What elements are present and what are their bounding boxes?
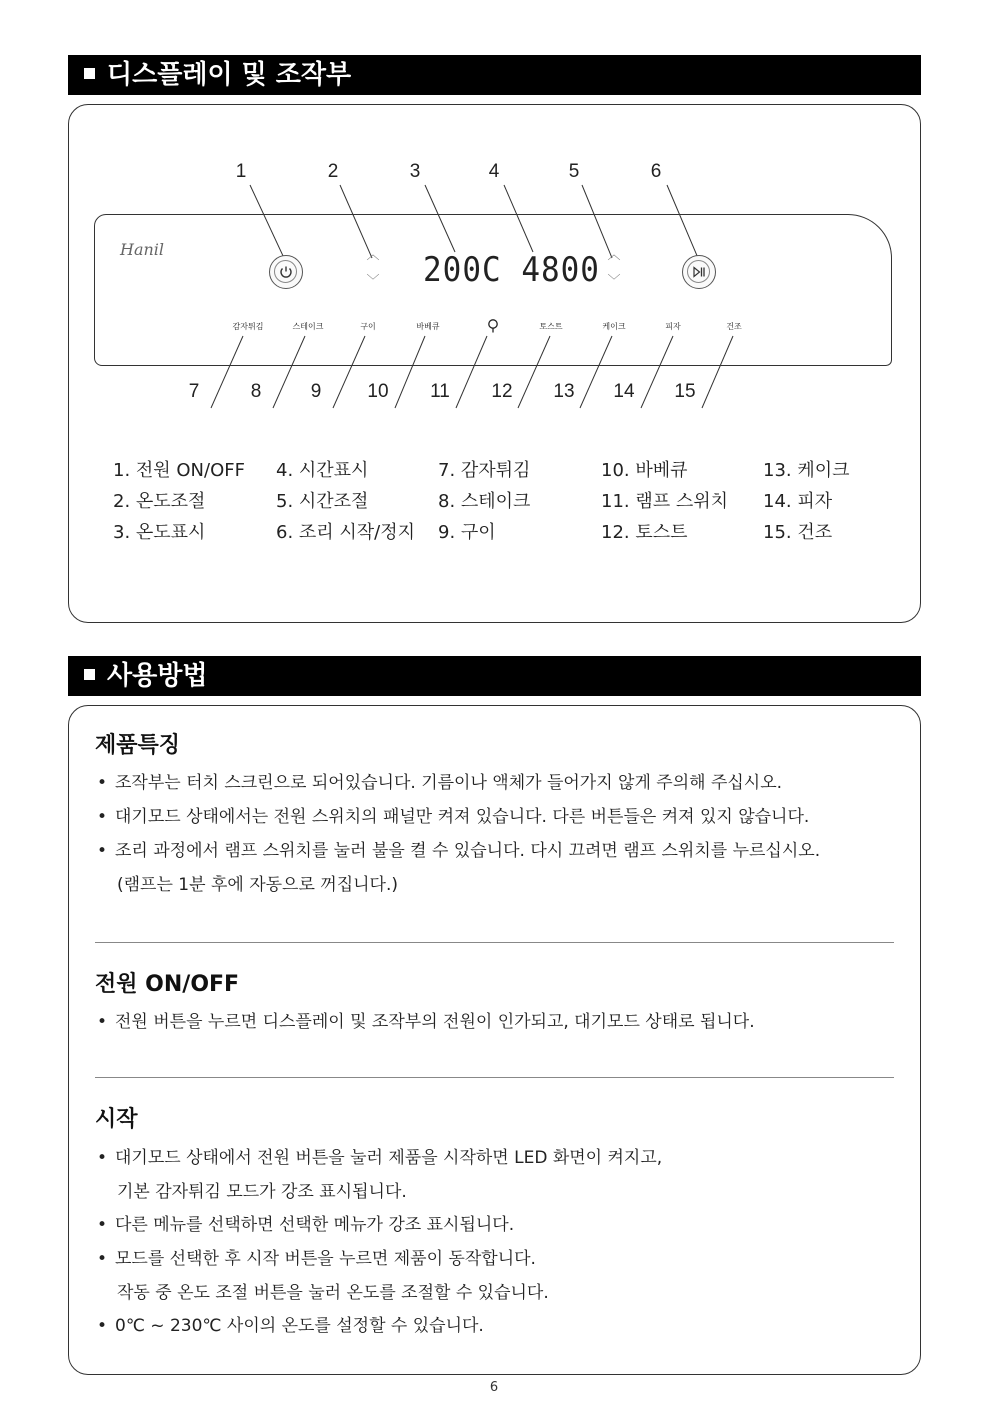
start-stop-button[interactable] xyxy=(682,255,716,289)
callout-number: 6 xyxy=(650,161,662,182)
legend-item: 10. 바베큐 xyxy=(601,460,688,481)
mode-steak[interactable]: 스테이크 xyxy=(292,322,324,331)
mode-toast[interactable]: 토스트 xyxy=(539,322,563,331)
lightbulb-icon[interactable] xyxy=(486,318,500,334)
legend-item: 14. 피자 xyxy=(763,491,833,512)
divider xyxy=(95,1077,894,1078)
subheading-power: 전원 ON/OFF xyxy=(95,972,240,997)
callout-number: 9 xyxy=(310,381,322,402)
power-button[interactable] xyxy=(269,255,303,289)
bullet-item: • 대기모드 상태에서 전원 버튼을 눌러 제품을 시작하면 LED 화면이 켜지고, xyxy=(97,1148,663,1168)
subheading-features: 제품특징 xyxy=(95,733,181,758)
callout-number: 14 xyxy=(613,381,635,402)
chevron-down-icon[interactable]: ﹀ xyxy=(607,274,621,289)
mode-cake[interactable]: 케이크 xyxy=(602,322,626,331)
mode-dry[interactable]: 건조 xyxy=(726,322,742,331)
callout-number: 5 xyxy=(568,161,580,182)
legend-item: 15. 건조 xyxy=(763,522,833,543)
square-bullet-icon xyxy=(84,669,95,680)
callout-number: 4 xyxy=(488,161,500,182)
divider xyxy=(95,942,894,943)
callout-number: 13 xyxy=(553,381,575,402)
legend-item: 4. 시간표시 xyxy=(276,460,369,481)
led-display-readout: 200C 4800 xyxy=(423,250,600,290)
section-header-usage xyxy=(68,656,921,696)
section-title: 디스플레이 및 조작부 xyxy=(107,60,352,90)
chevron-down-icon[interactable]: ﹀ xyxy=(366,274,380,289)
control-panel xyxy=(94,214,892,366)
legend-column xyxy=(438,455,530,548)
bullet-continuation: 작동 중 온도 조절 버튼을 눌러 온도를 조절할 수 있습니다. xyxy=(117,1283,549,1303)
brand-logo: Hanil xyxy=(120,240,165,259)
legend-column xyxy=(601,455,728,548)
bullet-item: • 0℃ ~ 230℃ 사이의 온도를 설정할 수 있습니다. xyxy=(97,1316,484,1336)
legend-item: 7. 감자튀김 xyxy=(438,460,531,481)
legend-column xyxy=(113,455,245,548)
legend-item: 3. 온도표시 xyxy=(113,522,206,543)
legend-item: 6. 조리 시작/정지 xyxy=(276,522,416,543)
mode-bbq[interactable]: 바베큐 xyxy=(416,322,440,331)
legend-item: 1. 전원 ON/OFF xyxy=(113,460,245,481)
callout-number: 3 xyxy=(409,161,421,182)
callout-number: 1 xyxy=(235,161,247,182)
chevron-up-icon[interactable]: ︿ xyxy=(366,248,380,263)
legend-item: 11. 램프 스위치 xyxy=(601,491,729,512)
bullet-note: (램프는 1분 후에 자동으로 꺼집니다.) xyxy=(117,875,399,895)
bullet-item: • 조작부는 터치 스크린으로 되어있습니다. 기름이나 액체가 들어가지 않게 주의해 주십시오. xyxy=(97,773,783,793)
bullet-item: • 모드를 선택한 후 시작 버튼을 누르면 제품이 동작합니다. xyxy=(97,1249,536,1269)
legend-column xyxy=(763,455,850,548)
legend-item: 8. 스테이크 xyxy=(438,491,531,512)
legend-item: 5. 시간조절 xyxy=(276,491,369,512)
mode-pizza[interactable]: 피자 xyxy=(665,322,681,331)
legend-item: 13. 케이크 xyxy=(763,460,850,481)
callout-number: 11 xyxy=(430,381,450,402)
bullet-item: • 전원 버튼을 누르면 디스플레이 및 조작부의 전원이 인가되고, 대기모드 상태로 됩니다. xyxy=(97,1012,755,1032)
callout-number: 10 xyxy=(367,381,389,402)
legend-item: 2. 온도조절 xyxy=(113,491,206,512)
page-number: 6 xyxy=(489,1380,499,1395)
chevron-up-icon[interactable]: ︿ xyxy=(607,248,621,263)
callout-number: 2 xyxy=(327,161,339,182)
legend-item: 9. 구이 xyxy=(438,522,496,543)
mode-grill[interactable]: 구이 xyxy=(360,322,376,331)
power-icon xyxy=(270,256,302,288)
legend-column xyxy=(276,455,415,548)
subheading-start: 시작 xyxy=(95,1107,138,1132)
bullet-continuation: 기본 감자튀김 모드가 강조 표시됩니다. xyxy=(117,1182,407,1202)
bullet-item: • 조리 과정에서 램프 스위치를 눌러 불을 켤 수 있습니다. 다시 끄려면 램프 스위치를 누르십시오. xyxy=(97,841,821,861)
legend-item: 12. 토스트 xyxy=(601,522,688,543)
callout-number: 12 xyxy=(491,381,513,402)
callout-number: 15 xyxy=(674,381,696,402)
callout-number: 8 xyxy=(250,381,262,402)
bullet-item: • 대기모드 상태에서는 전원 스위치의 패널만 켜져 있습니다. 다른 버튼들은 켜져 있지 않습니다. xyxy=(97,807,810,827)
section-title: 사용방법 xyxy=(107,661,208,691)
play-pause-icon xyxy=(683,256,715,288)
mode-fries[interactable]: 감자튀김 xyxy=(232,322,264,331)
bullet-item: • 다른 메뉴를 선택하면 선택한 메뉴가 강조 표시됩니다. xyxy=(97,1215,515,1235)
callout-number: 7 xyxy=(188,381,200,402)
